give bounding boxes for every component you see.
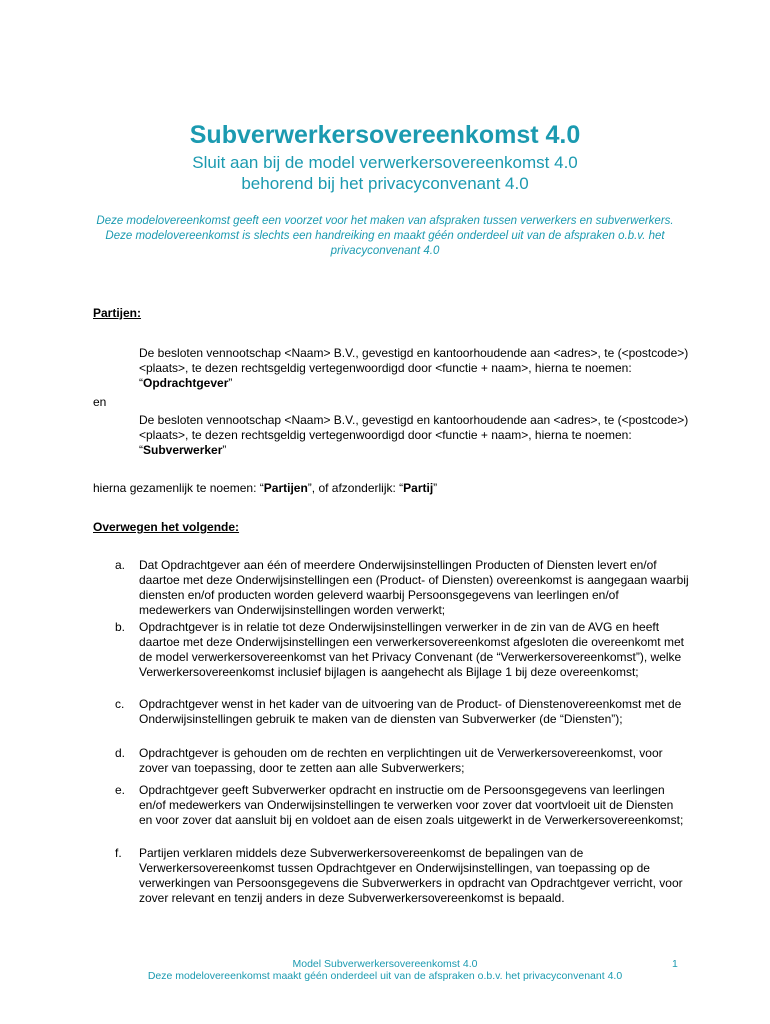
intro-disclaimer: Deze modelovereenkomst geeft een voorzet voor het maken van afspraken tussen verwerkers en subverwerkers. Deze modelovereenkomst is slechts een handreiking en maakt géén onderdeel uit van de afspraken o.b.v. het privacyconvenant 4.0 — [96, 215, 674, 257]
partijen-heading: Partijen: — [93, 306, 142, 320]
document-title: Subverwerkersovereenkomst 4.0 — [189, 121, 581, 149]
party-2-text: De besloten vennootschap <Naam> B.V., gevestigd en kantoorhoudende aan <adres>, te (<postcode>) <plaats>, te dezen rechtsgeldig vertegenwoordigd door <functie + naam>, hierna te noemen: “ — [139, 413, 689, 457]
overwegen-heading: Overwegen het volgende: — [93, 520, 240, 534]
jointly-named-clause — [93, 481, 693, 496]
footer-disclaimer: Deze modelovereenkomst maakt géén onderdeel uit van de afspraken o.b.v. het privacyconvenant 4.0 — [147, 970, 623, 982]
list-item-text: Dat Opdrachtgever aan één of meerdere Onderwijsinstellingen Producten of Diensten levert en/of daartoe met deze Onderwijsinstellingen een (Product- of Diensten) overeenkomst is aangegaan waarbij diensten en/of producten worden geleverd waarbij Persoonsgegevens van leerlingen en/of medewerkers van Onderwijsinstellingen worden verwerkt; — [139, 558, 689, 617]
party-1-description — [139, 346, 689, 391]
jointly-term-partij: Partij — [403, 481, 434, 495]
party-2-description — [139, 413, 689, 458]
party-1-role: Opdrachtgever — [143, 376, 229, 390]
jointly-mid: ”, of afzonderlijk: “ — [307, 481, 404, 495]
subtitle-line-2: behorend bij het privacyconvenant 4.0 — [241, 174, 529, 193]
page-number: 1 — [672, 958, 678, 970]
list-item-label: e. — [115, 783, 126, 797]
list-item-text: Partijen verklaren middels deze Subverwerkersovereenkomst de bepalingen van de Verwerkersovereenkomst tussen Opdrachtgever en Onderwijsinstellingen, van toepassing op de verwerkingen van Persoonsgegevens die Subverwerkers in opdracht van Opdrachtgever verricht, voor zover relevant en tenzij anders in deze Subverwerkersovereenkomst is bepaald. — [139, 846, 683, 905]
list-item-text: Opdrachtgever geeft Subverwerker opdracht en instructie om de Persoonsgegevens van leerlingen en/of medewerkers van Onderwijsinstellingen te verwerken voor zover dat voortvloeit uit de Diensten en voor zover dat aansluit bij en voldoet aan de eisen zoals uitgewerkt in de Verwerkersovereenkomst; — [139, 783, 684, 827]
party-1-end: ” — [228, 376, 233, 390]
party-2-role: Subverwerker — [143, 443, 223, 457]
list-item-text: Opdrachtgever is in relatie tot deze Onderwijsinstellingen verwerker in de zin van de AVG en heeft daartoe met deze Onderwijsinstellingen een verwerkersovereenkomst afgesloten die overeenkomt met de model verwerkersovereenkomst van het Privacy Convenant (de “Verwerkersovereenkomst”), welke Verwerkersovereenkomst inclusief bijlagen is aangehecht als Bijlage 1 bij deze overeenkomst; — [139, 620, 684, 679]
document-subtitle — [0, 152, 770, 194]
party-1-text: De besloten vennootschap <Naam> B.V., gevestigd en kantoorhoudende aan <adres>, te (<postcode>) <plaats>, te dezen rechtsgeldig vertegenwoordigd door <functie + naam>, hierna te noemen: “ — [139, 346, 689, 390]
and-connector: en — [93, 395, 107, 409]
party-2-end: ” — [222, 443, 227, 457]
list-item-text: Opdrachtgever is gehouden om de rechten en verplichtingen uit de Verwerkersovereenkomst, voor zover van toepassing, door te zetten aan alle Subverwerkers; — [139, 746, 663, 775]
footer-title: Model Subverwerkersovereenkomst 4.0 — [292, 958, 478, 970]
jointly-term-partijen: Partijen — [263, 481, 308, 495]
jointly-end: ” — [433, 481, 438, 495]
list-item-label: f. — [115, 846, 122, 860]
list-item-label: b. — [115, 620, 126, 634]
subtitle-line-1: Sluit aan bij de model verwerkersovereenkomst 4.0 — [192, 153, 578, 172]
list-item-label: c. — [115, 697, 125, 711]
jointly-prefix: hierna gezamenlijk te noemen: “ — [93, 481, 264, 495]
list-item-label: d. — [115, 746, 126, 760]
list-item-label: a. — [115, 558, 126, 572]
list-item-text: Opdrachtgever wenst in het kader van de uitvoering van de Product- of Dienstenovereenkomst met de Onderwijsinstellingen gebruik te maken van de diensten van Subverwerker (de “Diensten”); — [139, 697, 682, 726]
